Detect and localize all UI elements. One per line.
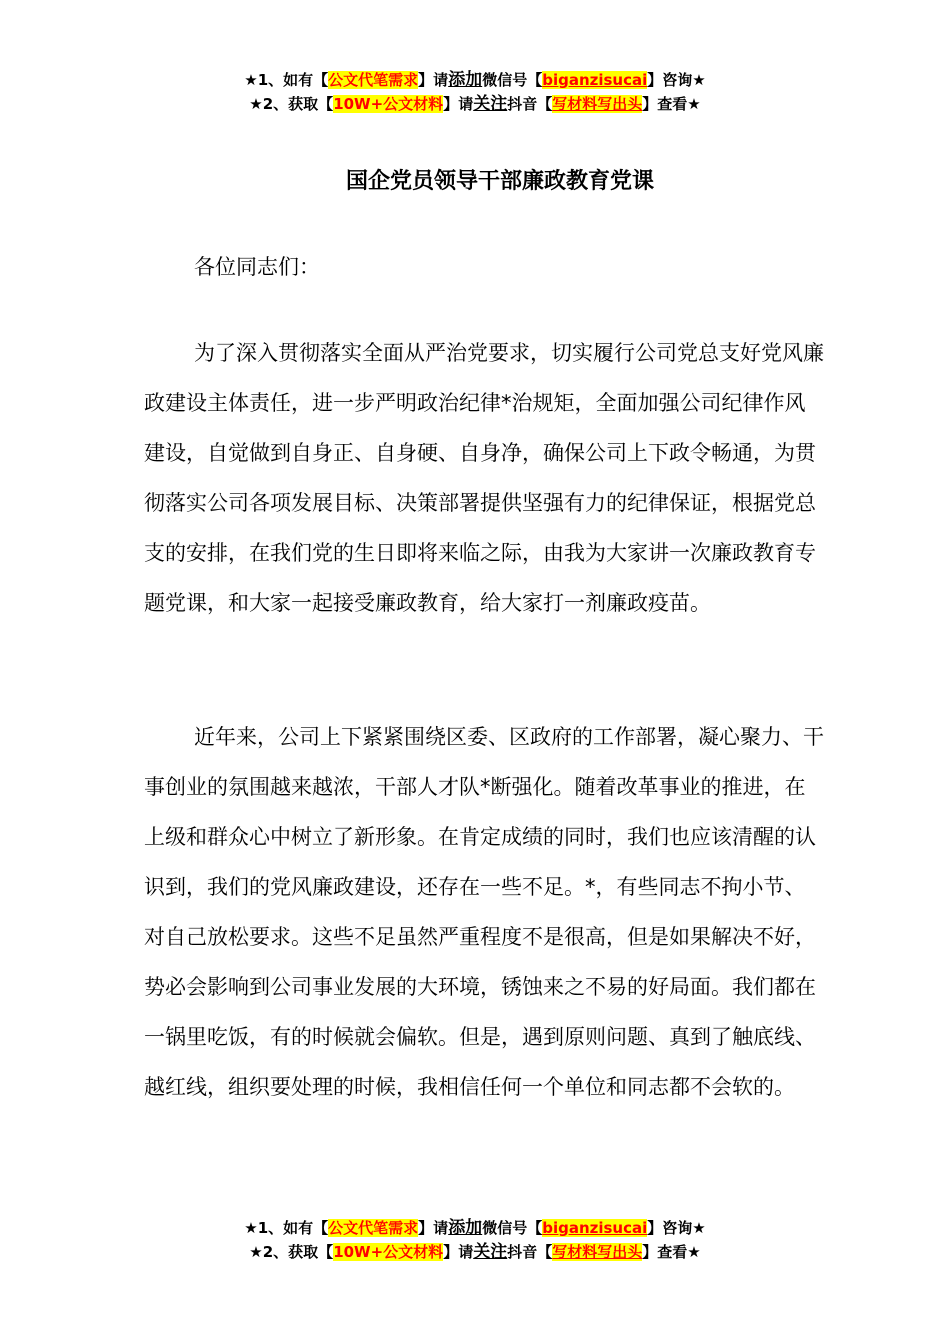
- banner-text: ★1、如有【: [244, 71, 329, 89]
- highlight-douyin: 写材料写出头: [552, 1243, 643, 1261]
- banner-text: 抖音【: [507, 95, 553, 113]
- paragraph-1: 为了深入贯彻落实全面从严治党要求，切实履行公司党总支好党风廉政建设主体责任，进一步严明政治纪律*治规矩，全面加强公司纪律作风建设，自觉做到自身正、自身硬、自身净，确保公司上下政令畅通，为贯彻落实公司各项发展目标、决策部署提供坚强有力的纪律保证，根据党总支的安排，在我们党的生日即将来临之际，由我为大家讲一次廉政教育专题党课，和大家一起接受廉政教育，给大家打一剂廉政疫苗。: [144, 341, 824, 615]
- banner-text: 微信号【: [482, 71, 543, 89]
- banner-text: 】请: [418, 1219, 449, 1237]
- banner-text: ★2、获取【: [249, 1243, 334, 1261]
- header-banner: [0, 68, 950, 116]
- emphasis-add: 添加: [448, 1218, 483, 1238]
- highlight-douyin: 写材料写出头: [552, 95, 643, 113]
- banner-text: 】请: [418, 71, 449, 89]
- highlight-materials: 10W+公文材料: [333, 1243, 444, 1261]
- emphasis-follow: 关注: [473, 1242, 508, 1262]
- banner-line-1: [0, 68, 950, 92]
- emphasis-follow: 关注: [473, 94, 508, 114]
- banner-text: 】咨询★: [647, 71, 706, 89]
- banner-text: 】查看★: [642, 95, 701, 113]
- footer-banner: [0, 1216, 950, 1264]
- banner-line-2: [0, 1240, 950, 1264]
- banner-text: ★1、如有【: [244, 1219, 329, 1237]
- highlight-materials: 10W+公文材料: [333, 95, 444, 113]
- paragraph-2: 近年来，公司上下紧紧围绕区委、区政府的工作部署，凝心聚力、干事创业的氛围越来越浓，干部人才队*断强化。随着改革事业的推进，在上级和群众心中树立了新形象。在肯定成绩的同时，我们也应该清醒的认识到，我们的党风廉政建设，还存在一些不足。*，有些同志不拘小节、对自己放松要求。这些不足虽然严重程度不是很高，但是如果解决不好，势必会影响到公司事业发展的大环境，锈蚀来之不易的好局面。我们都在一锅里吃饭，有的时候就会偏软。但是，遇到原则问题、真到了触底线、越红线，组织要处理的时候，我相信任何一个单位和同志都不会软的。: [144, 725, 824, 1099]
- banner-text: 抖音【: [507, 1243, 553, 1261]
- highlight-wechat-id: biganzisucai: [542, 1219, 648, 1237]
- banner-text: ★2、获取【: [249, 95, 334, 113]
- highlight-wechat-id: biganzisucai: [542, 71, 648, 89]
- banner-text: 】查看★: [642, 1243, 701, 1261]
- highlight-service: 公文代笔需求: [328, 1219, 419, 1237]
- highlight-service: 公文代笔需求: [328, 71, 419, 89]
- banner-text: 】请: [443, 95, 474, 113]
- banner-text: 】请: [443, 1243, 474, 1261]
- document-title: 国企党员领导干部廉政教育党课: [345, 169, 654, 194]
- emphasis-add: 添加: [448, 70, 483, 90]
- salutation: 各位同志们：: [194, 255, 320, 279]
- banner-text: 】咨询★: [647, 1219, 706, 1237]
- banner-text: 微信号【: [482, 1219, 543, 1237]
- banner-line-1: [0, 1216, 950, 1240]
- banner-line-2: [0, 92, 950, 116]
